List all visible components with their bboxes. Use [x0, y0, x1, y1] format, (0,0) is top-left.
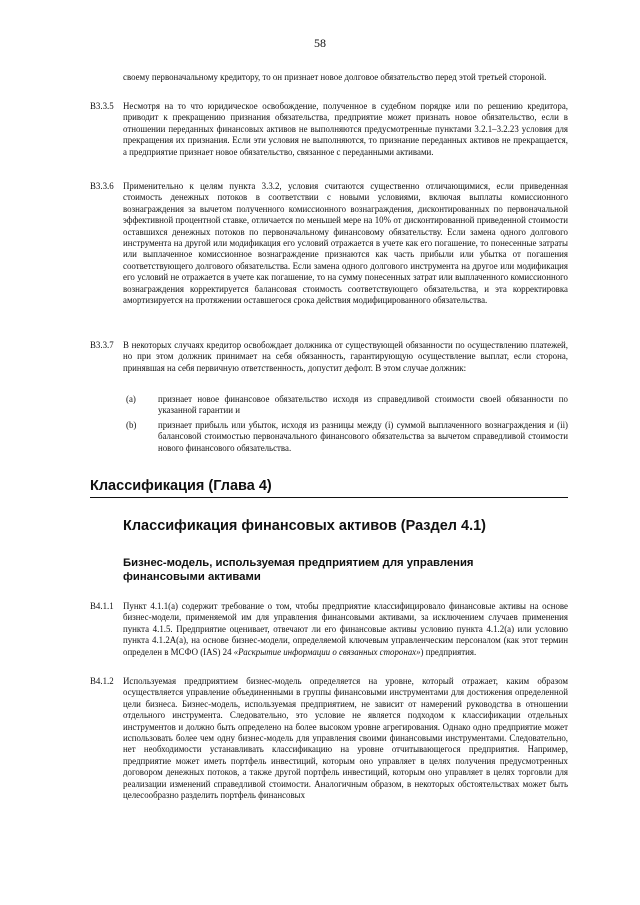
subsection-heading: Бизнес-модель, используемая предприятием для управления финансовыми активами	[123, 557, 474, 583]
paragraph-text	[123, 601, 568, 658]
paragraph-text: Применительно к целям пункта 3.3.2, условия считаются существенно отличающимися, если приведенная стоимость денежных потоков в соответствии с новыми условиями, включая выплаты комиссионного вознаграждения за вычетом полученного комиссионного вознаграждения, дисконтированных по первоначальной эффективной процентной ставке, отличается по меньшей мере на 10% от дисконтированной приведенной стоимости оставшихся денежных потоков по первоначальному финансовому обязательству. Если замена одного долгового инструмента на другой или модификация его условий отражается в учете как его погашение, то понесенные затраты или выплаченное комиссионное вознаграждение признаются как часть прибыли или убытка от погашения соответствующего долгового обязательства. Если замена одного долгового инструмента на другое или модификация его условий не отражается в учете как погашение, то на сумму понесенных затрат или выплаченного комиссионного вознаграждения корректируется балансовая стоимость соответствующего обязательства, и эта корректировка амортизируется на протяжении оставшегося срока действия модифицированного обязательства.	[123, 181, 568, 306]
paragraph-label: B4.1.2	[90, 676, 114, 686]
continuation-text: своему первоначальному кредитору, то он признает новое долговое обязательство перед этой третьей стороной.	[123, 72, 547, 82]
subitem-a	[126, 394, 568, 417]
subitem-label: (b)	[126, 420, 137, 430]
paragraph-label: B3.3.7	[90, 340, 114, 350]
paragraph-b337	[90, 340, 568, 374]
paragraph-text: В некоторых случаях кредитор освобождает должника от существующей обязанности по осуществлению платежей, но при этом должник принимает на себя обязанность, гарантирующую осуществление выплат, если сторона, принявшая на себя первичную ответственность, допустит дефолт. В этом случае должник:	[123, 340, 568, 373]
paragraph-text: Несмотря на то что юридическое освобождение, полученное в судебном порядке или по решению кредитора, приводит к прекращению признания обязательства, предприятие может признать новое обязательство, если в отношении переданных финансовых активов не выполняются предусмотренные пунктами 3.2.1–3.2.23 условия для прекращения их признания. Если эти условия не выполняются, то признание переданных активов не прекращается, а предприятие признает новое обязательство, связанное с переданными активами.	[123, 101, 568, 157]
paragraph-label: B4.1.1	[90, 601, 114, 611]
paragraph-b412	[90, 676, 568, 801]
paragraph-b335	[90, 101, 568, 158]
section-heading: Классификация финансовых активов (Раздел 4.1)	[123, 518, 487, 534]
subitem-b	[126, 420, 568, 454]
standard-title: «Раскрытие информации о связанных сторонах»	[233, 646, 421, 657]
chapter-heading: Классификация (Глава 4)	[90, 478, 568, 498]
paragraph-text-part: ) предприятия.	[420, 646, 477, 657]
paragraph-b411	[90, 601, 568, 658]
paragraph-text-part: Пункт 4.1.1(a) содержит требование о том, чтобы предприятие классифицировало финансовые активы на основе бизнес-модели, применяемой им для управления финансовыми активами, за исключением случаев применения пункта 4.1.5. Предприятие оценивает, отвечают ли его финансовые активы условию пункта 4.1.2(a) или условию пункта 4.1.2A(a), на основе бизнес-модели, определяемой ключевым управленческим персоналом (как этот термин определен в МСФО (IAS) 24	[123, 601, 568, 657]
subitem-label: (a)	[126, 394, 136, 404]
paragraph-label: B3.3.5	[90, 101, 114, 111]
page-number: 58	[314, 36, 326, 50]
paragraph-text: Используемая предприятием бизнес-модель определяется на уровне, который отражает, каким образом осуществляется управление объединенными в группы финансовыми инструментами для достижения определенной цели бизнеса. Бизнес-модель, используемая предприятием, не зависит от намерений руководства в отношении отдельного инструмента. Следовательно, это условие не является подходом к классификации отдельных инструментов и должно быть определено на более высоком уровне агрегирования. Однако одно предприятие может использовать более чем одну бизнес-модель для управления своими финансовыми инструментами. Следовательно, нет необходимости устанавливать классификацию на уровне отчитывающегося предприятия. Например, предприятие может иметь портфель инвестиций, которым оно управляет в целях получения предусмотренных договором денежных потоков, а также другой портфель инвестиций, которым оно управляет в целях торговли для реализации изменений справедливой стоимости. Аналогичным образом, в некоторых обстоятельствах может быть целесообразно разделить портфель финансовых	[123, 676, 568, 801]
subitem-text: признает новое финансовое обязательство исходя из справедливой стоимости своей обязанности по указанной гарантии и	[158, 394, 568, 416]
paragraph-label: B3.3.6	[90, 181, 114, 191]
paragraph-b336	[90, 181, 568, 306]
subitem-text: признает прибыль или убыток, исходя из разницы между (i) суммой выплаченного вознаграждения и (ii) балансовой стоимостью первоначального финансового обязательства за вычетом справедливой стоимости нового финансового обязательства.	[158, 420, 568, 453]
